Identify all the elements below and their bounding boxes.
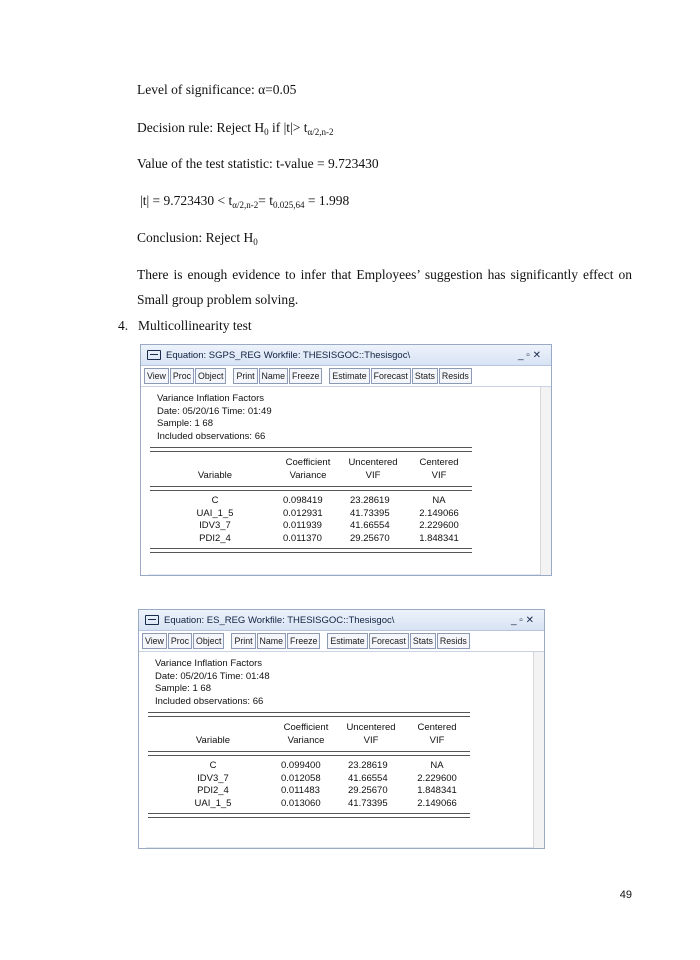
row-var-col [178,760,248,810]
table-cell: PDI2_4 [197,785,229,796]
table-cell: 1.848341 [417,785,457,796]
meta-observations: Included observations: 66 [157,430,266,442]
table-cell: 2.149066 [419,507,459,519]
header-variable: Variable [195,735,231,746]
object-button[interactable]: Object [193,633,224,649]
header-coef: Coefficient Variance [285,457,331,481]
table-cell: 41.66554 [348,772,388,784]
window-controls[interactable]: _ ▫ ✕ [517,349,541,361]
window-titlebar[interactable] [141,345,551,366]
header-centered: Centered VIF [419,457,459,481]
rule-mid [148,751,470,756]
output-meta [157,393,272,443]
list-item-text: Multicollinearity test [138,318,252,333]
table-cell: 0.013060 [281,797,321,809]
window-menu-icon[interactable] [145,615,159,625]
view-button[interactable]: View [144,368,169,384]
list-number: 4. [118,318,129,333]
meta-title: Variance Inflation Factors [155,658,263,669]
decision-rule-line [137,120,333,137]
freeze-button[interactable]: Freeze [289,368,322,384]
rule-bottom [148,813,470,818]
page-number: 49 [619,889,632,901]
ineq-c: = 1.998 [304,193,350,208]
row-var-col [180,495,250,545]
estimate-button[interactable]: Estimate [327,633,367,649]
forecast-button[interactable]: Forecast [371,368,411,384]
header-centered: Centered VIF [417,722,457,746]
vertical-scrollbar[interactable] [533,652,544,848]
rule-prefix: Decision rule: Reject H [137,120,265,135]
table-cell: 0.011939 [283,520,322,531]
name-button[interactable]: Name [257,633,286,649]
inequality-line [140,193,349,210]
header-variable: Variable [197,470,233,481]
object-button[interactable]: Object [195,368,226,384]
rule-sub0: 0 [264,127,269,137]
meta-date: Date: 05/20/16 Time: 01:48 [155,670,270,682]
table-cell: C [211,495,219,506]
table-cell: 41.73395 [348,797,388,809]
ineq-a: |t| = 9.723430 < t [140,193,233,208]
window-titlebar[interactable] [139,610,544,631]
window-title: Equation: SGPS_REG Workfile: THESISGOC::Thesisgoc\ [166,349,411,361]
rule-mid: if |t|> t [268,120,308,135]
table-cell: 0.012931 [283,507,323,519]
resids-button[interactable]: Resids [439,368,472,384]
conclusion-prefix: Conclusion: Reject H [137,230,254,245]
significance-line: Level of significance: α=0.05 [137,82,297,97]
row-unc-col [350,495,390,545]
window-title: Equation: ES_REG Workfile: THESISGOC::Thesisgoc\ [164,614,395,626]
rule-top [148,712,470,717]
table-cell: 23.28619 [350,495,390,506]
vertical-scrollbar[interactable] [540,387,551,575]
eviews-window-es [138,609,545,849]
stats-button[interactable]: Stats [410,633,436,649]
header-uncentered: Uncentered VIF [348,457,398,481]
window-menu-icon[interactable] [147,350,161,360]
meta-title: Variance Inflation Factors [157,393,265,404]
table-cell: 0.011483 [281,785,320,796]
table-cell: 41.66554 [350,520,390,531]
header-coef: Coefficient Variance [283,722,329,746]
table-cell: NA [430,760,444,771]
print-button[interactable]: Print [233,368,257,384]
table-cell: 0.011370 [283,532,322,544]
rule-mid [150,486,472,491]
output-meta [155,658,270,708]
rule-sub: α/2,n-2 [307,127,334,137]
table-cell: UAI_1_5 [194,797,232,809]
rule-bottom [150,548,472,553]
window-toolbar [139,631,544,652]
output-area [139,652,544,848]
meta-date: Date: 05/20/16 Time: 01:49 [157,405,272,417]
ineq-sub1: α/2,n-2 [232,200,259,210]
row-coef-col [281,760,321,810]
ineq-b: = t [258,193,273,208]
estimate-button[interactable]: Estimate [329,368,369,384]
table-cell: 0.098419 [283,495,323,506]
output-area [141,387,551,575]
table-cell: 1.848341 [419,532,459,544]
print-button[interactable]: Print [231,633,255,649]
table-cell: 2.149066 [417,797,457,809]
forecast-button[interactable]: Forecast [369,633,409,649]
table-cell: C [209,760,217,771]
row-cen-col [404,495,474,545]
window-controls[interactable]: _ ▫ ✕ [510,614,534,626]
table-cell: PDI2_4 [199,532,231,544]
header-uncentered: Uncentered VIF [346,722,396,746]
table-cell: 29.25670 [348,785,388,796]
table-cell: 0.012058 [281,772,321,784]
table-cell: 0.099400 [281,760,321,771]
meta-sample: Sample: 1 68 [155,683,211,694]
window-toolbar [141,366,551,387]
meta-sample: Sample: 1 68 [157,418,213,429]
proc-button[interactable]: Proc [168,633,192,649]
test-statistic-line: Value of the test statistic: t-value = 9.723430 [137,156,379,171]
freeze-button[interactable]: Freeze [287,633,320,649]
table-cell: 41.73395 [350,507,390,519]
meta-observations: Included observations: 66 [155,695,264,707]
evidence-paragraph: There is enough evidence to infer that Employees’ suggestion has significantly effect on Small group problem solving. [137,267,632,307]
table-cell: 2.229600 [419,520,459,531]
table-cell: IDV3_7 [199,520,231,531]
row-cen-col [402,760,472,810]
view-button[interactable]: View [142,633,167,649]
rule-top [150,447,472,452]
table-cell: NA [432,495,446,506]
conclusion-sub: 0 [253,237,258,247]
name-button[interactable]: Name [259,368,288,384]
stats-button[interactable]: Stats [412,368,438,384]
table-cell: 29.25670 [350,532,390,544]
conclusion-line [137,230,258,247]
row-unc-col [348,760,388,810]
row-coef-col [283,495,323,545]
table-cell: UAI_1_5 [196,507,234,519]
table-cell: 23.28619 [348,760,388,771]
table-cell: IDV3_7 [197,772,229,784]
proc-button[interactable]: Proc [170,368,194,384]
ineq-sub2: 0.025,64 [272,200,305,210]
table-cell: 2.229600 [417,772,457,784]
eviews-window-sgps [140,344,552,576]
resids-button[interactable]: Resids [437,633,470,649]
